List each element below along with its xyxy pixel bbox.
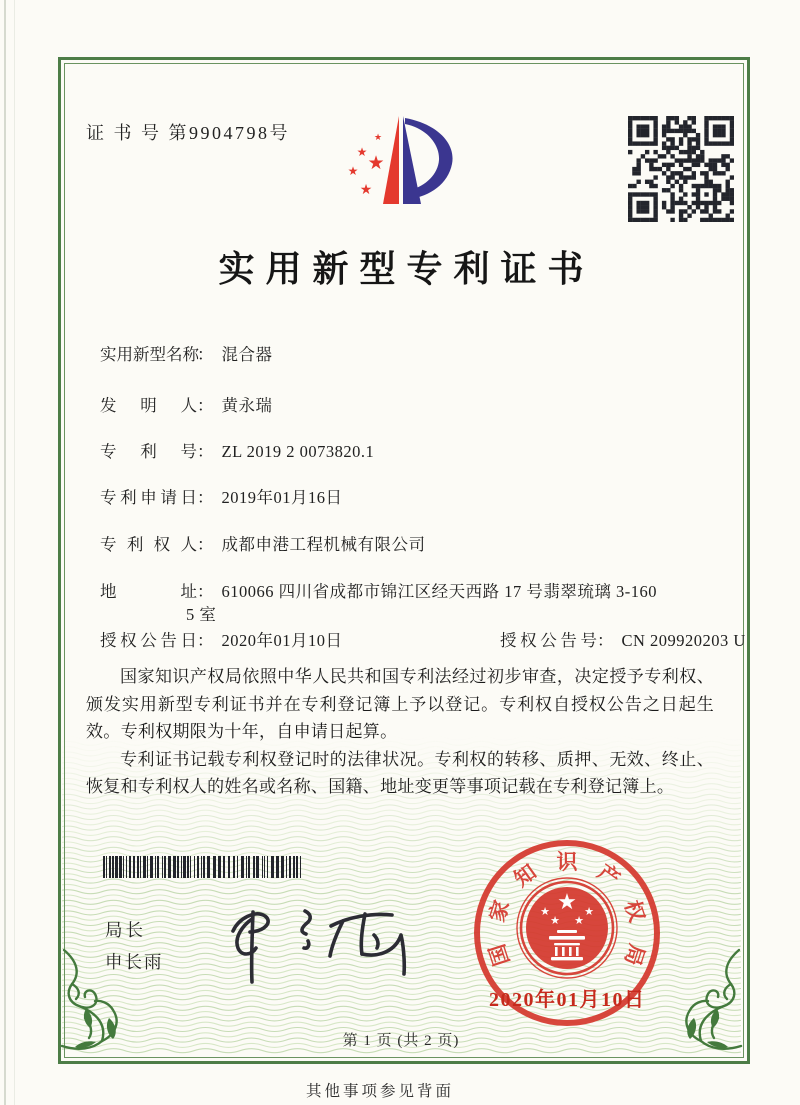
certificate-number: 证 书 号 第9904798号	[86, 123, 290, 143]
legal-paragraph-1: 国家知识产权局依照中华人民共和国专利法经过初步审查，决定授予专利权、颁发实用新型专利证书并在专利登记簿上予以登记。专利权自授权公告之日起生效。专利权期限为十年，自申请日起算。	[86, 667, 714, 741]
field-value-patentee: 成都申港工程机械有限公司	[221, 535, 426, 554]
field-label: 地址	[100, 582, 197, 601]
seal-character: 国	[484, 941, 515, 969]
field-label: 专利权人	[100, 535, 197, 554]
svg-text:★: ★	[359, 183, 373, 198]
field-value-grant-no: CN 209920203 U	[621, 631, 746, 650]
field-label: 专利申请日	[100, 488, 197, 507]
seal-character: 产	[593, 859, 625, 892]
field-label: 专利号	[100, 442, 197, 461]
commissioner-title: 局长	[105, 920, 146, 940]
field-row-inventor: 发明人： 黄永瑞	[100, 392, 273, 416]
seal-character: 识	[556, 850, 578, 874]
seal-date: 2020年01月10日	[489, 989, 646, 1011]
field-label: 授权公告日	[100, 631, 197, 650]
commissioner-signature	[224, 898, 420, 998]
field-row-address: 地址： 610066 四川省成都市锦江区经天西路 17 号翡翠琉璃 3-160	[100, 578, 657, 602]
seal-character: 知	[509, 859, 541, 892]
barcode	[103, 856, 307, 878]
field-value-address-line2: 5 室	[186, 605, 217, 624]
field-row-filing-date: 专利申请日： 2019年01月16日	[100, 484, 343, 508]
svg-text:★: ★	[574, 915, 584, 927]
cnipa-logo-icon	[338, 106, 468, 214]
qr-code	[628, 116, 734, 222]
commissioner-block	[105, 917, 164, 974]
field-row-patent-no: 专利号： ZL 2019 2 0073820.1	[100, 438, 374, 462]
seal-character: 局	[619, 941, 650, 969]
field-label: 授权公告号	[500, 631, 597, 650]
svg-text:★: ★	[540, 906, 550, 918]
seal-character: 权	[619, 897, 650, 925]
field-value-grant-date: 2020年01月10日	[221, 631, 343, 650]
svg-text:★: ★	[367, 153, 385, 174]
legal-text-block	[86, 663, 714, 801]
commissioner-name: 申长雨	[105, 952, 164, 972]
svg-text:★: ★	[347, 164, 359, 178]
certificate-title: 实用新型专利证书	[218, 249, 595, 289]
field-value-address-line1: 610066 四川省成都市锦江区经天西路 17 号翡翠琉璃 3-160	[221, 582, 657, 601]
svg-text:★: ★	[584, 906, 594, 918]
field-value-inventor: 黄永瑞	[221, 396, 273, 415]
field-value-patent-no: ZL 2019 2 0073820.1	[221, 442, 375, 461]
field-row-name: 实用新型名称： 混合器	[100, 341, 273, 365]
national-emblem-icon	[512, 876, 622, 986]
field-label: 发明人	[100, 396, 197, 415]
seal-character: 家	[484, 897, 515, 925]
scan-edge-line	[4, 0, 6, 1105]
field-row-grant-no: 授权公告号： CN 209920203 U	[500, 627, 746, 651]
svg-text:★: ★	[550, 915, 560, 927]
legal-paragraph-2: 专利证书记载专利权登记时的法律状况。专利权的转移、质押、无效、终止、恢复和专利权人的姓名或名称、国籍、地址变更等事项记载在专利登记簿上。	[86, 749, 714, 796]
field-value-name: 混合器	[221, 345, 273, 364]
svg-text:★: ★	[557, 889, 577, 914]
field-row-grant: 授权公告日： 2020年01月10日 授权公告号： CN 209920203 U	[100, 627, 343, 651]
field-row-patentee: 专利权人： 成都申港工程机械有限公司	[100, 531, 426, 555]
field-label: 实用新型名称	[100, 345, 199, 364]
svg-text:★: ★	[356, 145, 368, 159]
page-number: 第 1 页 (共 2 页)	[342, 1033, 460, 1049]
field-value-filing-date: 2019年01月16日	[221, 488, 343, 507]
back-side-note: 其他事项参见背面	[305, 1083, 454, 1100]
scan-edge-line-inner	[14, 0, 15, 1105]
svg-text:★: ★	[373, 132, 383, 142]
